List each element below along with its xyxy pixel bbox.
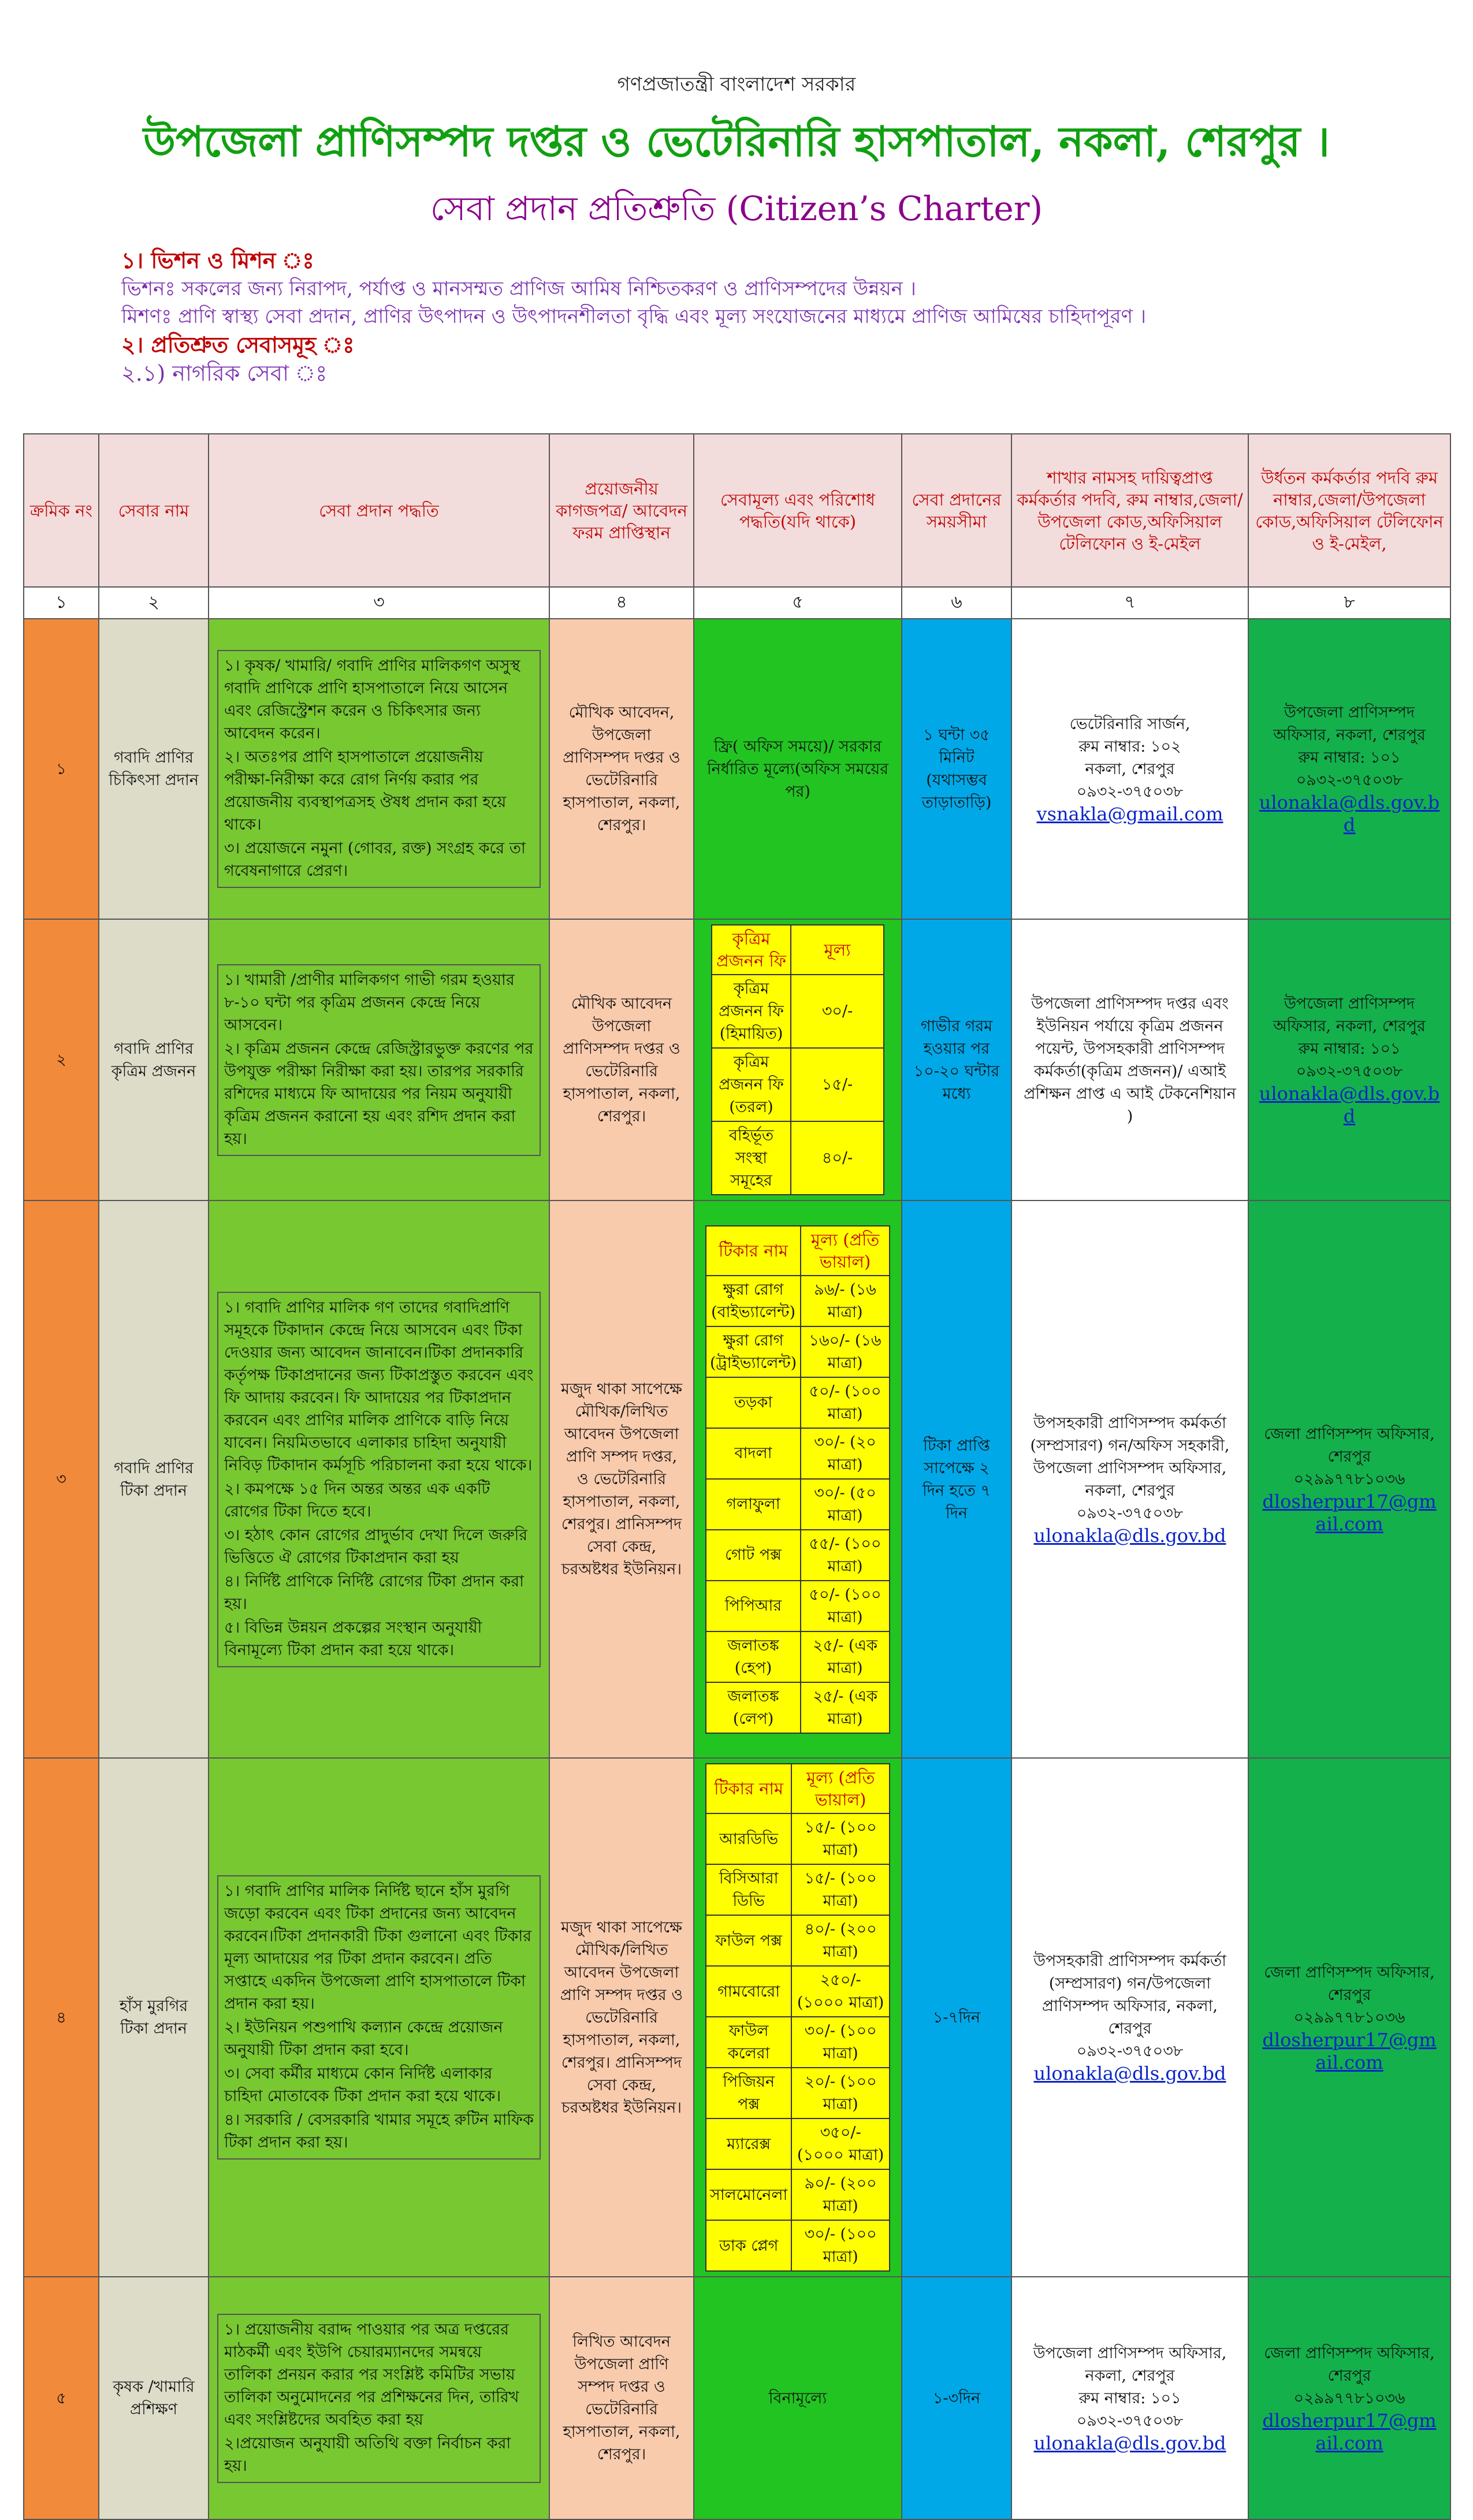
responsible-officer <box>1011 619 1248 919</box>
column-number: ৬ <box>902 587 1011 619</box>
header-supervisor: উর্ধতন কর্মকর্তার পদবি রুম নাম্বার,জেলা/উপজেলা কোড,অফিসিয়াল টেলিফোন ও ই-মেইল, <box>1248 434 1450 587</box>
column-number: ৪ <box>549 587 694 619</box>
fee-row <box>706 1915 890 1966</box>
service-row-treatment <box>24 619 1450 919</box>
government-title: গণপ্রজাতন্ত্রী বাংলাদেশ সরকার <box>617 73 856 96</box>
fee-item-price: ৩০/- <box>791 975 884 1048</box>
intro-section <box>121 246 1427 387</box>
service-method <box>209 619 549 919</box>
service-fee <box>694 919 902 1200</box>
fee-item-price: ১৬০/- (১৬ মাত্রা) <box>801 1326 890 1377</box>
section-services: ২। প্রতিশ্রুত সেবাসমূহ ঃ <box>121 332 355 358</box>
time-limit: ১-৭দিন <box>902 1758 1011 2277</box>
officer-title: ভেটেরিনারি সার্জন, <box>1069 715 1191 733</box>
column-number: ৩ <box>209 587 549 619</box>
time-limit: ১-৩দিন <box>902 2277 1011 2519</box>
supervisor-phone: ০২৯৯৭৭৮১০৩৬ <box>1293 1470 1405 1488</box>
insemination-fee-table <box>711 924 884 1195</box>
row-serial: ৩ <box>24 1200 99 1758</box>
row-serial: ৪ <box>24 1758 99 2277</box>
service-name: গবাদি প্রাণির টিকা প্রদান <box>99 1200 209 1758</box>
fee-item-name: গামবোরো <box>706 1966 791 2017</box>
column-number: ৮ <box>1248 587 1450 619</box>
fee-row <box>706 2169 890 2220</box>
section-citizen-services: ২.১) নাগরিক সেবা ঃ <box>121 360 328 386</box>
supervisor-title: উপজেলা প্রাণিসম্পদ অফিসার, নকলা, শেরপুর <box>1273 704 1426 744</box>
supervisor-email-link[interactable]: ulonakla@dls.gov.bd <box>1259 791 1440 836</box>
service-name: গবাদি প্রাণির চিকিৎসা প্রদান <box>99 619 209 919</box>
header-method: সেবা প্রদান পদ্ধতি <box>209 434 549 587</box>
fee-row <box>706 2017 890 2068</box>
method-step: ২। কৃত্রিম প্রজনন কেন্দ্রে রেজিস্ট্রারভুক্ত করণের পর উপযুক্ত পরীক্ষা নিরীক্ষা করা হয়। তারপর সরকারি রশিদের মাধ্যমে ফি আদায়ের পর নিয়ম অনুযায়ী কৃত্রিম প্রজনন করানো হয় এবং রশিদ প্রদান করা হয়। <box>224 1039 534 1148</box>
responsible-officer <box>1011 1200 1248 1758</box>
fee-row <box>706 1530 890 1581</box>
officer-email-link[interactable]: ulonakla@dls.gov.bd <box>1033 2432 1226 2454</box>
fee-item-price: ২৫/- (এক মাত্রা) <box>801 1682 890 1733</box>
fee-item-name: পিজিয়ন পক্স <box>706 2068 791 2118</box>
fee-head-name: টিকার নাম <box>706 1764 791 1813</box>
supervisor-officer <box>1248 1200 1450 1758</box>
fee-row <box>706 1326 890 1377</box>
service-name: গবাদি প্রাণির কৃত্রিম প্রজনন <box>99 919 209 1200</box>
fee-item-name: সালমোনেলা <box>706 2169 791 2220</box>
required-documents: লিখিত আবেদন উপজেলা প্রাণি সম্পদ দপ্তর ও ভেটেরিনারি হাসপাতাল, নকলা, শেরপুর। <box>549 2277 694 2519</box>
supervisor-phone: ০৯৩২-৩৭৫০৩৮ <box>1296 771 1403 789</box>
service-fee: ফ্রি( অফিস সময়ে)/ সরকার নির্ধারিত মূল্যে(অফিস সময়ের পর) <box>694 619 902 919</box>
fee-item-price: ৫০/- (১০০ মাত্রা) <box>801 1377 890 1428</box>
fee-item-price: ২৫০/- (১০০০ মাত্রা) <box>791 1966 890 2017</box>
fee-table-header <box>706 1764 890 1813</box>
supervisor-title: উপজেলা প্রাণিসম্পদ অফিসার, নকলা, শেরপুর <box>1273 994 1426 1035</box>
fee-item-name: কৃত্রিম প্রজনন ফি (তরল) <box>712 1048 791 1121</box>
section-vision-mission: ১। ভিশন ও মিশন ঃ <box>121 247 314 273</box>
column-number: ৫ <box>694 587 902 619</box>
responsible-officer: উপজেলা প্রাণিসম্পদ দপ্তর এবং ইউনিয়ন পর্যায়ে কৃত্রিম প্রজনন পয়েন্ট, উপসহকারী প্রাণিসম্পদ কর্মকর্তা(কৃত্রিম প্রজনন)/ এআই প্রশিক্ষন প্রাপ্ত এ আই টেকনেশিয়ান ) <box>1011 919 1248 1200</box>
service-row-farmer-training <box>24 2277 1450 2519</box>
fee-item-price: ২৫/- (এক মাত্রা) <box>801 1631 890 1682</box>
fee-item-price: ১৫/- (১০০ মাত্রা) <box>791 1864 890 1915</box>
required-documents: মৌখিক আবেদন উপজেলা প্রাণিসম্পদ দপ্তর ও ভেটেরিনারি হাসপাতাল, নকলা, শেরপুর। <box>549 919 694 1200</box>
fee-item-price: ৫০/- (১০০ মাত্রা) <box>801 1581 890 1631</box>
supervisor-officer <box>1248 2277 1450 2519</box>
method-step: ৩। প্রয়োজনে নমুনা (গোবর, রক্ত) সংগ্রহ করে তা গবেষনাগারে প্রেরণ। <box>224 839 526 880</box>
required-documents: মৌখিক আবেদন, উপজেলা প্রাণিসম্পদ দপ্তর ও ভেটেরিনারি হাসপাতাল, নকলা, শেরপুর। <box>549 619 694 919</box>
officer-phone: ০৯৩২-৩৭৫০৩৮ <box>1076 782 1184 801</box>
fee-row <box>712 1121 884 1195</box>
citizen-charter-page <box>0 69 1473 2496</box>
fee-item-price: ৪০/- (২০০ মাত্রা) <box>791 1915 890 1966</box>
officer-email-link[interactable]: ulonakla@dls.gov.bd <box>1033 1524 1226 1547</box>
fee-head-price: মূল্য (প্রতি ভায়াল) <box>791 1764 890 1813</box>
fee-row <box>706 2068 890 2118</box>
fee-row <box>706 1479 890 1530</box>
fee-item-name: কৃত্রিম প্রজনন ফি (হিমায়িত) <box>712 975 791 1048</box>
method-step: ৩। হঠাৎ কোন রোগের প্রাদুর্ভাব দেখা দিলে জরুরি ভিত্তিতে ঐ রোগের টিকাপ্রদান করা হয় <box>224 1526 528 1567</box>
header-service-name: সেবার নাম <box>99 434 209 587</box>
header-fee: সেবামূল্য এবং পরিশোধ পদ্ধতি(যদি থাকে) <box>694 434 902 587</box>
method-step: ৫। বিভিন্ন উন্নয়ন প্রকল্পের সংস্থান অনুযায়ী বিনামূল্যে টিকা প্রদান করা হয়ে থাকে। <box>224 1618 482 1659</box>
fee-row <box>706 2118 890 2169</box>
fee-item-price: ২০/- (১০০ মাত্রা) <box>791 2068 890 2118</box>
supervisor-phone: ০২৯৯৭৭৮১০৩৬ <box>1293 2008 1405 2027</box>
row-serial: ১ <box>24 619 99 919</box>
header-serial: ক্রমিক নং <box>24 434 99 587</box>
service-method <box>209 2277 549 2519</box>
method-step: ১। খামারী /প্রাণীর মালিকগণ গাভী গরম হওয়ার ৮-১০ ঘন্টা পর কৃত্রিম প্রজনন কেন্দ্রে নিয়ে আসবেন। <box>224 971 515 1034</box>
fee-item-price: ১৫/- (১০০ মাত্রা) <box>791 1813 890 1864</box>
method-step: ১। গবাদি প্রাণির মালিক নির্দিষ্ট ছানে হাঁস মুরগি জড়ো করবেন এবং টিকা প্রদানের জন্য আবেদন করবেন।টিকা প্রদানকারী টিকা গুলানো এবং টিকার মূল্য আদায়ের পর টিকা প্রদান করবেন। প্রতি সপ্তাহে একদিন উপজেলা প্রাণি হাসপাতালে টিকা প্রদান করা হয়। <box>224 1882 532 2013</box>
supervisor-email-link[interactable]: dlosherpur17@gmail.com <box>1262 1491 1437 1535</box>
service-row-artificial-insemination <box>24 919 1450 1200</box>
row-serial: ২ <box>24 919 99 1200</box>
fee-item-name: ম্যারেক্স <box>706 2118 791 2169</box>
officer-room: রুম নাম্বার: ১০১ <box>1078 2389 1181 2407</box>
officer-location: নকলা, শেরপুর <box>1085 760 1175 778</box>
officer-details: উপসহকারী প্রাণিসম্পদ কর্মকর্তা (সম্প্রসারণ) গন/অফিস সহকারী, উপজেলা প্রাণিসম্পদ অফিসার, নকলা, শেরপুর <box>1030 1414 1230 1500</box>
fee-item-name: বাদলা <box>706 1428 801 1479</box>
fee-item-name: ক্ষুরা রোগ (ট্রাইভ্যালেন্ট) <box>706 1326 801 1377</box>
column-number: ৭ <box>1011 587 1248 619</box>
vision-text: ভিশনঃ সকলের জন্য নিরাপদ, পর্যাপ্ত ও মানসম্মত প্রাণিজ আমিষ নিশ্চিতকরণ ও প্রাণিসম্পদের উন্নয়ন । <box>121 277 916 300</box>
fee-item-name: গলাফুলা <box>706 1479 801 1530</box>
fee-item-name: ডাক প্লেগ <box>706 2220 791 2271</box>
service-row-livestock-vaccination <box>24 1200 1450 1758</box>
supervisor-officer <box>1248 619 1450 919</box>
column-number-row <box>24 587 1450 619</box>
fee-item-name: জলাতঙ্ক (লেপ) <box>706 1682 801 1733</box>
service-method <box>209 1200 549 1758</box>
fee-item-price: ৩৫০/- (১০০০ মাত্রা) <box>791 2118 890 2169</box>
fee-item-price: ৯০/- (২০০ মাত্রা) <box>791 2169 890 2220</box>
officer-phone: ০৯৩২-৩৭৫০৩৮ <box>1076 1504 1184 1522</box>
fee-head-price: মূল্য (প্রতি ভায়াল) <box>801 1226 890 1276</box>
fee-row <box>706 1631 890 1682</box>
fee-head-name: টিকার নাম <box>706 1226 801 1276</box>
poultry-vaccine-fee-table <box>705 1763 890 2272</box>
fee-row <box>706 1377 890 1428</box>
service-name: হাঁস মুরগির টিকা প্রদান <box>99 1758 209 2277</box>
fee-item-name: বহির্ভূত সংস্থা সমূহের <box>712 1121 791 1195</box>
services-table <box>23 433 1451 2520</box>
officer-phone: ০৯৩২-৩৭৫০৩৮ <box>1076 2042 1184 2060</box>
service-fee: বিনামূল্যে <box>694 2277 902 2519</box>
supervisor-email-link[interactable]: ulonakla@dls.gov.bd <box>1259 1082 1440 1127</box>
fee-item-price: ৫৫/- (১০০ মাত্রা) <box>801 1530 890 1581</box>
fee-item-name: ফাউল কলেরা <box>706 2017 791 2068</box>
fee-item-price: ১৫/- <box>791 1048 884 1121</box>
service-method <box>209 919 549 1200</box>
fee-item-name: আরডিভি <box>706 1813 791 1864</box>
responsible-officer <box>1011 1758 1248 2277</box>
fee-item-name: জলাতঙ্ক (হেপ) <box>706 1631 801 1682</box>
header-documents: প্রয়োজনীয় কাগজপত্র/ আবেদন ফরম প্রাপ্তিস্থান <box>549 434 694 587</box>
fee-item-name: বিসিআরা ডিভি <box>706 1864 791 1915</box>
fee-table-header <box>706 1226 890 1276</box>
method-step: ২। কমপক্ষে ১৫ দিন অন্তর অন্তর এক একটি রোগের টিকা দিতে হবে। <box>224 1480 490 1521</box>
supervisor-officer <box>1248 919 1450 1200</box>
officer-room: রুম নাম্বার: ১০২ <box>1078 737 1181 756</box>
fee-item-name: ক্ষুরা রোগ (বাইভ্যালেন্ট) <box>706 1276 801 1326</box>
method-step: ১। গবাদি প্রাণির মালিক গণ তাদের গবাদিপ্রাণি সমূহকে টিকাদান কেন্দ্রে নিয়ে আসবেন এবং টিকা দেওয়ার জন্য আবেদন জানাবেন।টিকা প্রদানকারি কর্তৃপক্ষ টিকাপ্রদানের জন্য টিকাপ্রস্তুত করবেন এবং ফি আদায় করবেন। ফি আদায়ের পর টিকাপ্রদান করবেন এবং প্রাণির মালিক প্রাণিকে বাড়ি নিয়ে যাবেন। নিয়মিতভাবে এলাকার চাহিদা অনুযায়ী নিবিড় টিকাদান কর্মসূচি পরিচালনা করা হয়ে থাকে। <box>224 1298 534 1474</box>
fee-item-price: ৩০/- (৫০ মাত্রা) <box>801 1479 890 1530</box>
fee-row <box>706 1966 890 2017</box>
column-number: ১ <box>24 587 99 619</box>
supervisor-phone: ০২৯৯৭৭৮১০৩৬ <box>1293 2389 1405 2407</box>
supervisor-title: জেলা প্রাণিসম্পদ অফিসার, শেরপুর <box>1264 1963 1435 2004</box>
table-header-row <box>24 434 1450 587</box>
fee-row <box>706 1864 890 1915</box>
fee-item-name: ফাউল পক্স <box>706 1915 791 1966</box>
service-method <box>209 1758 549 2277</box>
officer-details: উপসহকারী প্রাণিসম্পদ কর্মকর্তা (সম্প্রসারণ) গন/উপজেলা প্রাণিসম্পদ অফিসার, নকলা, শেরপুর <box>1033 1952 1227 2038</box>
fee-row <box>706 2220 890 2271</box>
method-step: ৩। সেবা কর্মীর মাধ্যমে কোন নির্দিষ্ট এলাকার চাহিদা মোতাবেক টিকা প্রদান করা হয়ে থাকে। <box>224 2065 501 2105</box>
fee-table-header <box>712 925 884 975</box>
required-documents: মজুদ থাকা সাপেক্ষে মৌখিক/লিখিত আবেদন উপজেলা প্রাণি সম্পদ দপ্তর, ও ভেটেরিনারি হাসপাতাল, নকলা, শেরপুর। প্রানিসম্পদ সেবা কেন্দ্র, চরঅষ্টধর ইউনিয়ন। <box>549 1200 694 1758</box>
service-fee <box>694 1758 902 2277</box>
supervisor-title: জেলা প্রাণিসম্পদ অফিসার, শেরপুর <box>1264 1425 1435 1466</box>
fee-row <box>706 1276 890 1326</box>
time-limit: গাভীর গরম হওয়ার পর ১০-২০ ঘন্টার মধ্যে <box>902 919 1011 1200</box>
supervisor-title: জেলা প্রাণিসম্পদ অফিসার, শেরপুর <box>1264 2344 1435 2385</box>
service-row-poultry-vaccination <box>24 1758 1450 2277</box>
column-number: ২ <box>99 587 209 619</box>
officer-details: উপজেলা প্রাণিসম্পদ অফিসার, নকলা, শেরপুর <box>1033 2344 1227 2385</box>
row-serial: ৫ <box>24 2277 99 2519</box>
officer-phone: ০৯৩২-৩৭৫০৩৮ <box>1076 2411 1184 2430</box>
time-limit: ১ ঘন্টা ৩৫ মিনিট (যথাসম্ভব তাড়াতাড়ি) <box>902 619 1011 919</box>
method-step: ৪। সরকারি / বেসরকারি খামার সমূহে রুটিন মাফিক টিকা প্রদান করা হয়। <box>224 2111 534 2151</box>
officer-email-link[interactable]: ulonakla@dls.gov.bd <box>1033 2062 1226 2084</box>
supervisor-email-link[interactable]: dlosherpur17@gmail.com <box>1262 2028 1437 2073</box>
fee-head-price: মূল্য <box>791 925 884 975</box>
fee-row <box>712 1048 884 1121</box>
fee-row <box>706 1682 890 1733</box>
service-name: কৃষক /খামারি প্রশিক্ষণ <box>99 2277 209 2519</box>
fee-item-name: পিপিআর <box>706 1581 801 1631</box>
method-step: ২।প্রয়োজন অনুযায়ী অতিথি বক্তা নির্বাচন করা হয়। <box>224 2434 511 2475</box>
method-step: ২। ইউনিয়ন পশুপাখি কল্যান কেন্দ্রে প্রয়োজন অনুযায়ী টিকা প্রদান করা হবে। <box>224 2019 503 2059</box>
supervisor-email-link[interactable]: dlosherpur17@gmail.com <box>1262 2409 1437 2454</box>
service-fee <box>694 1200 902 1758</box>
supervisor-room: রুম নাম্বার: ১০১ <box>1298 1039 1401 1058</box>
supervisor-room: রুম নাম্বার: ১০১ <box>1298 749 1401 767</box>
mission-text: মিশণঃ প্রাণি স্বাস্থ্য সেবা প্রদান, প্রাণির উৎপাদন ও উৎপাদনশীলতা বৃদ্ধি এবং মূল্য সংযোজনের মাধ্যমে প্রাণিজ আমিষের চাহিদাপূরণ । <box>121 305 1147 328</box>
supervisor-officer <box>1248 1758 1450 2277</box>
responsible-officer <box>1011 2277 1248 2519</box>
fee-item-price: ৪০/- <box>791 1121 884 1195</box>
officer-email-link[interactable]: vsnakla@gmail.com <box>1036 802 1223 825</box>
fee-item-price: ৩০/- (১০০ মাত্রা) <box>791 2017 890 2068</box>
fee-row <box>706 1581 890 1631</box>
fee-row <box>706 1813 890 1864</box>
required-documents: মজুদ থাকা সাপেক্ষে মৌখিক/লিখিত আবেদন উপজেলা প্রাণি সম্পদ দপ্তর ও ভেটেরিনারি হাসপাতাল, নকলা, শেরপুর। প্রানিসম্পদ সেবা কেন্দ্র, চরঅষ্টধর ইউনিয়ন। <box>549 1758 694 2277</box>
time-limit: টিকা প্রাপ্তি সাপেক্ষে ২ দিন হতে ৭ দিন <box>902 1200 1011 1758</box>
fee-item-price: ৩০/- (১০০ মাত্রা) <box>791 2220 890 2271</box>
fee-item-name: তড়কা <box>706 1377 801 1428</box>
fee-item-price: ৯৬/- (১৬ মাত্রা) <box>801 1276 890 1326</box>
method-step: ৪। নির্দিষ্ট প্রাণিকে নির্দিষ্ট রোগের টিকা প্রদান করা হয়। <box>224 1572 524 1613</box>
fee-item-name: গোট পক্স <box>706 1530 801 1581</box>
method-step: ১। কৃষক/ খামারি/ গবাদি প্রাণির মালিকগণ অসুস্থ গবাদি প্রাণিকে প্রাণি হাসপাতালে নিয়ে আসেন এবং রেজিস্ট্রেশন করেন ও চিকিৎসার জন্য আবেদন করেন। <box>224 657 520 742</box>
fee-item-price: ৩০/- (২০ মাত্রা) <box>801 1428 890 1479</box>
livestock-vaccine-fee-table <box>705 1225 890 1734</box>
charter-title: সেবা প্রদান প্রতিশ্রুতি (Citizen’s Charter) <box>430 189 1043 228</box>
office-title: উপজেলা প্রাণিসম্পদ দপ্তর ও ভেটেরিনারি হাসপাতাল, নকলা, শেরপুর । <box>143 117 1330 166</box>
supervisor-phone: ০৯৩২-৩৭৫০৩৮ <box>1296 1062 1403 1080</box>
method-step: ২। অতঃপর প্রাণি হাসপাতালে প্রয়োজনীয় পরীক্ষা-নিরীক্ষা করে রোগ নির্ণয় করার পর প্রয়োজনীয় ব্যবস্থাপত্রসহ ঔষধ প্রদান করা হয়ে থাকে। <box>224 748 507 834</box>
header-responsible-officer: শাখার নামসহ দায়িত্বপ্রাপ্ত কর্মকর্তার পদবি, রুম নাম্বার,জেলা/উপজেলা কোড,অফিসিয়াল টেলিফোন ও ই-মেইল <box>1011 434 1248 587</box>
fee-row <box>712 975 884 1048</box>
method-step: ১। প্রয়োজনীয় বরাদ্দ পাওয়ার পর অত্র দপ্তরের মাঠকর্মী এবং ইউপি চেয়ারম্যানদের সমন্বয়ে তালিকা প্রনয়ন করার পর সংশ্লিষ্ট কমিটির সভায় তালিকা অনুমোদনের পর প্রশিক্ষনের দিন, তারিখ এবং সংশ্লিষ্টদের অবহিত করা হয় <box>224 2320 519 2429</box>
fee-head-name: কৃত্রিম প্রজনন ফি <box>712 925 791 975</box>
header-time-limit: সেবা প্রদানের সময়সীমা <box>902 434 1011 587</box>
fee-row <box>706 1428 890 1479</box>
